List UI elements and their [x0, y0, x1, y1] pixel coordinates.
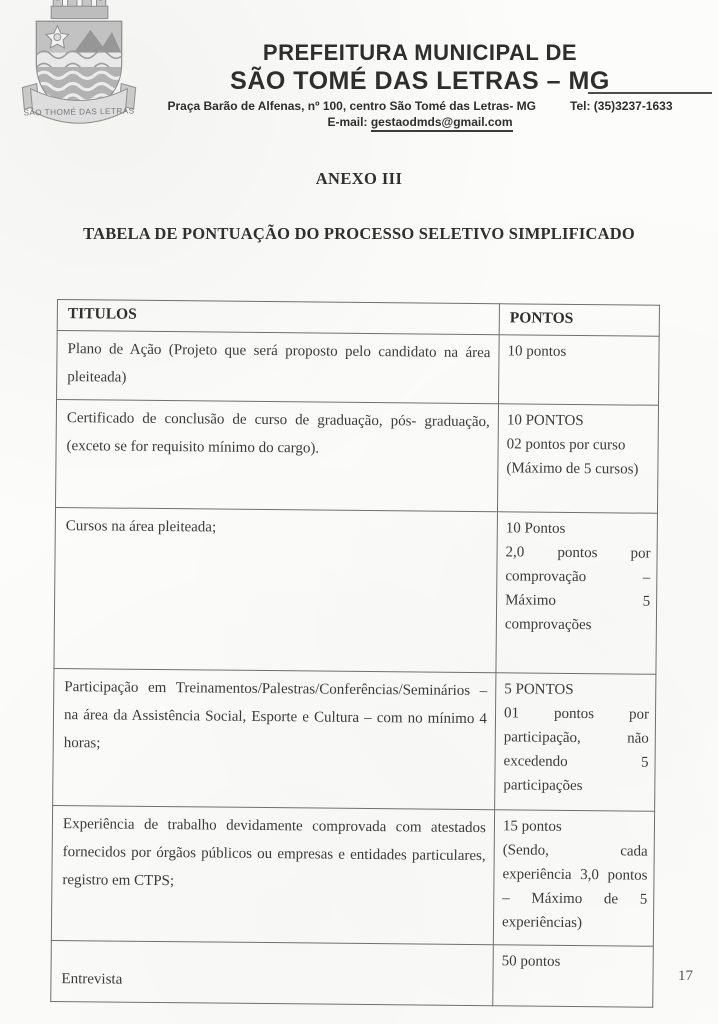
pontos-line: 10 Pontos — [505, 520, 566, 537]
pontos-cell — [495, 673, 656, 812]
table-row — [53, 668, 656, 811]
table-row — [54, 507, 658, 674]
pontos-line: (Máximo de 5 cursos) — [506, 460, 639, 478]
table-row — [51, 805, 654, 946]
titulo-cell: Cursos na área pleiteada; — [54, 507, 498, 672]
email-label: E-mail: — [327, 115, 368, 129]
pontos-line: 15 pontos — [502, 818, 562, 835]
pontos-line: 5 PONTOS — [504, 681, 574, 698]
page-number: 17 — [678, 968, 693, 984]
col-header-pontos: PONTOS — [499, 304, 659, 337]
pontos-cell — [499, 335, 660, 406]
org-name-line1: PREFEITURA MUNICIPAL DE — [262, 40, 578, 65]
org-name-line2: SÃO TOMÉ DAS LETRAS – MG — [230, 67, 610, 95]
pontos-line: 10 PONTOS — [506, 412, 584, 430]
table-row — [55, 400, 658, 514]
pontos-cell — [496, 512, 658, 675]
scoring-table — [50, 299, 660, 1008]
ribbon-text: SÃO THOMÉ DAS LETRAS — [23, 106, 135, 118]
phone-text: Tel: (35)3237-1633 — [570, 99, 673, 113]
coat-of-arms-logo — [12, 0, 146, 144]
pontos-cell — [493, 810, 654, 947]
email-link[interactable]: gestaodmds@gmail.com — [371, 115, 513, 132]
pontos-line: 01 pontos por participação, não excedendo 5 participações — [503, 705, 650, 795]
col-header-titulos: TITULOS — [57, 300, 499, 335]
table-row — [51, 940, 654, 1007]
pontos-cell — [493, 945, 654, 1008]
address-line — [128, 99, 712, 113]
table-title: TABELA DE PONTUAÇÃO DO PROCESSO SELETIVO SIMPLIFICADO — [83, 224, 635, 243]
pontos-line: (Sendo, cada experiência 3,0 pontos – Máximo de 5 experiências) — [501, 842, 648, 932]
pontos-line: 02 pontos por curso — [506, 436, 626, 454]
pontos-line: 2,0 pontos por comprovação – Máximo 5 comprovações — [504, 544, 651, 634]
address-text: Praça Barão de Alfenas, nº 100, centro São Tomé das Letras- MG — [167, 99, 536, 113]
letterhead — [0, 0, 718, 150]
titulo-cell: Plano de Ação (Projeto que será proposto pelo candidato na área pleiteada) — [57, 331, 500, 404]
pontos-line: 10 pontos — [507, 343, 567, 360]
email-line — [128, 115, 712, 129]
crown-shape — [51, 0, 108, 19]
pontos-cell — [497, 404, 658, 514]
table-row — [57, 331, 660, 406]
titulo-cell: Entrevista — [51, 940, 494, 1005]
titulo-cell: Certificado de conclusão de curso de graduação, pós- graduação, (exceto se for requisito mínimo do cargo). — [55, 400, 498, 512]
titulo-cell: Experiência de trabalho devidamente comprovada com atestados fornecidos por órgãos públicos ou empresas e entidades particulares, registro em CTPS; — [51, 805, 494, 944]
titulo-cell: Participação em Treinamentos/Palestras/Conferências/Seminários – na área da Assistência Social, Esporte e Cultura – com no mínimo 4 horas; — [53, 668, 496, 809]
pontos-line: 50 pontos — [501, 953, 561, 970]
annex-title: ANEXO III — [315, 169, 403, 188]
